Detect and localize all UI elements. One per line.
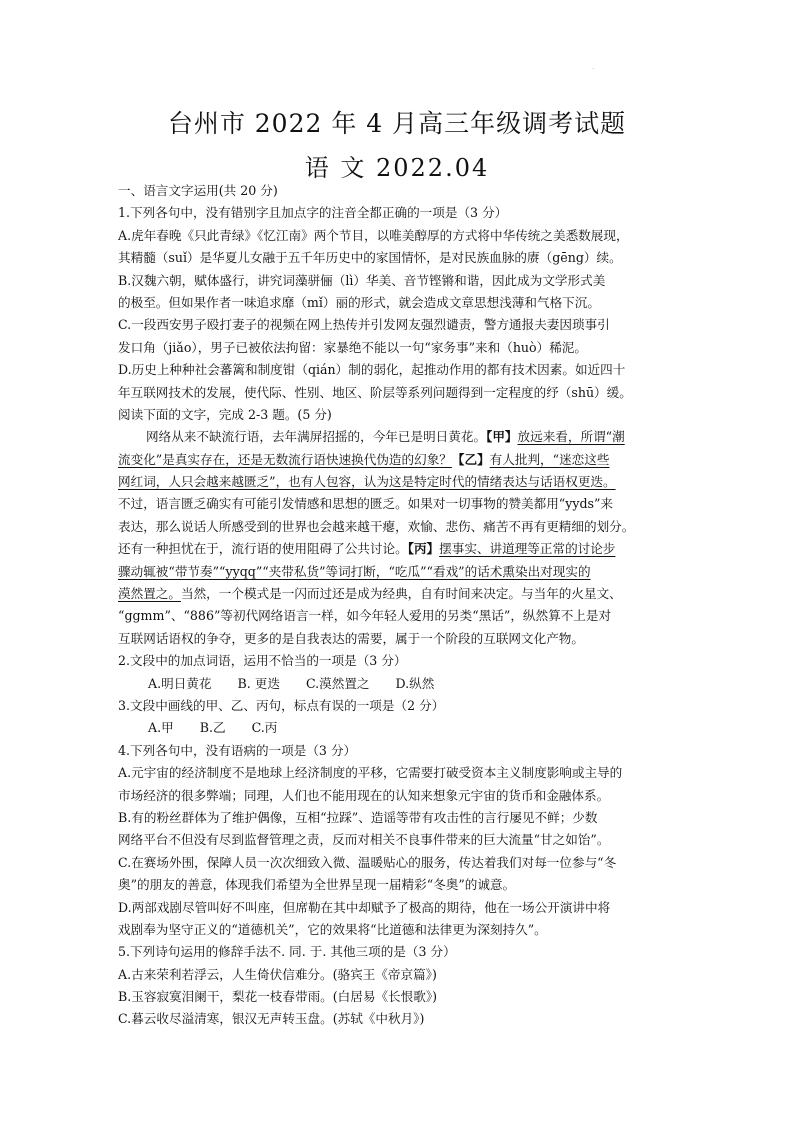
q4-option-c-line2: 奥”的朋友的善意，体现我们希望为全世界呈现一届精彩“冬奥”的诚意。 <box>118 877 516 893</box>
passage-text: 网络从来不缺流行语，去年满屏招摇的，今年已是明日黄花。 <box>146 429 487 445</box>
underlined-sentence-jia: 放远来看，所谓“潮 <box>517 429 625 445</box>
question-5-stem: 5.下列诗句运用的修辞手法不. 同. 于. 其他三项的是（3 分） <box>118 944 456 960</box>
scan-mark: · <box>592 66 594 73</box>
q2-options <box>118 673 678 695</box>
q4-option-c-line1: C.在赛场外围，保障人员一次次细致入微、温暖贴心的服务，传达着我们对每一位参与“冬 <box>118 854 617 870</box>
q1-option-d-line1: D.历史上种种社会蕃篱和制度钳（qián）制的弱化，起推动作用的都有技术因素。如近四十 <box>118 362 626 378</box>
section-heading: 一、语言文字运用(共 20 分) <box>118 183 278 198</box>
page-subtitle: 语 文 2022.04 <box>304 154 490 182</box>
underlined-sentence-jia-cont: 流变化”是真实存在，还是无数流行语快速换代伪造的幻象？ <box>118 451 452 467</box>
page-title: 台州市 2022 年 4 月高三年级调考试题 <box>167 109 627 138</box>
q2-option-b: B. 更迭 <box>237 675 280 691</box>
q1-option-b-line1: B.汉魏六朝，赋体盛行，讲究词藻骈俪（lì）华美、音节铿锵和谐，因此成为文学形式美 <box>118 272 606 288</box>
q1-option-a-line1: A.虎年春晚《只此青绿》《忆江南》两个节目，以唯美醇厚的方式将中华传统之美悉数展现， <box>118 227 629 243</box>
passage-text: 当然，一个模式是一闪而过还是成为经典，自有时间来决定。与当年的火星文、 <box>180 586 622 602</box>
q1-option-c-line2: 发口角（jiǎo），男子已被依法拘留：家暴绝不能以一句“家务事”来和（huò）稀泥。 <box>118 339 587 355</box>
q3-options <box>118 717 678 739</box>
passage-line <box>118 538 678 560</box>
passage-line: 互联网话语权的争夺，更多的是自我表达的需要，属于一个阶段的互联网文化产物。 <box>118 630 584 646</box>
q1-option-b-line2: 的极至。但如果作者一味追求靡（mǐ）丽的形式，就会造成文章思想浅薄和气格下沉。 <box>118 294 600 310</box>
q4-option-d-line2: 戏剧奉为坚守正义的“道德机关”，它的效果将“比道德和法律更为深刻持久”。 <box>118 921 547 937</box>
passage-intro: 阅读下面的文字，完成 2-3 题。(5 分) <box>118 406 332 422</box>
q1-option-a-line2: 其精髓（suǐ）是华夏儿女融于五千年历史中的家国情怀，是对民族血脉的赓（gēng）续。 <box>118 250 622 266</box>
q3-option-c: C.丙 <box>251 720 278 736</box>
question-2-stem: 2.文段中的加点词语，运用不恰当的一项是（3 分） <box>118 653 407 669</box>
q2-option-a: A.明日黄花 <box>148 675 212 691</box>
q4-option-b-line2: 网络平台不但没有尽到监督管理之责，反而对相关不良事件带来的巨大流量“甘之如饴”。 <box>118 832 610 848</box>
q2-option-d: D.纵然 <box>395 675 435 691</box>
question-4-stem: 4.下列各句中，没有语病的一项是（3 分） <box>118 742 357 758</box>
passage-line <box>118 449 678 471</box>
marker-bing: 【丙】 <box>407 541 440 557</box>
question-3-stem: 3.文段中画线的甲、乙、丙句，标点有误的一项是（2 分） <box>118 697 445 713</box>
passage-text: 还有一种担忧在于，流行语的使用阻碍了公共讨论。 <box>118 541 408 557</box>
q4-option-a-line2: 市场经济的很多弊端；同理，人们也不能用现在的认知来想象元宇宙的货币和金融体系。 <box>118 787 610 803</box>
q4-option-d-line1: D.两部戏剧尽管叫好不叫座，但席勒在其中却赋予了极高的期待，他在一场公开演讲中将 <box>118 899 611 915</box>
underlined-sentence-yi: 有人批判，“迷恋这些 <box>489 451 610 467</box>
q5-option-c: C.暮云收尽溢清寒，银汉无声转玉盘。(苏轼《中秋月》) <box>118 1011 425 1027</box>
underlined-sentence-bing-cont: 骤动辄被“带节奏”“yyqq”“夹带私货”等词打断，“吃瓜”“看戏”的话术熏染出对现实的 <box>118 563 591 579</box>
marker-yi: 【乙】 <box>451 451 490 467</box>
q1-option-c-line1: C.一段西安男子殴打妻子的视频在网上热传并引发网友强烈谴责，警方通报夫妻因琐事引 <box>118 317 610 333</box>
underlined-sentence-yi-cont: 网红词，人只会越来越匮乏”，也有人包容，认为这是特定时代的情绪表达与话语权更迭。 <box>118 474 616 490</box>
passage-line <box>118 426 678 448</box>
passage-line: “ggmm”、“886”等初代网络语言一样，如今年轻人爱用的另类“黑话”，纵然算不上是对 <box>118 608 612 624</box>
underlined-sentence-bing-end: 漠然置之。 <box>118 586 181 602</box>
passage-line: 表达，那么说话人所感受到的世界也会越来越干瘪，欢愉、悲伤、痛苦不再有更精细的划分。 <box>118 518 635 534</box>
question-1-stem: 1.下列各句中，没有错别字且加点字的注音全都正确的一项是（3 分） <box>118 205 508 221</box>
q3-option-b: B.乙 <box>199 720 226 736</box>
passage-line <box>118 583 678 605</box>
passage-line: 不过，语言匮乏确实有可能引发情感和思想的匮乏。如果对一切事物的赞美都用“yyds”来 <box>118 496 614 512</box>
q3-option-a: A.甲 <box>148 720 174 736</box>
q4-option-a-line1: A.元宇宙的经济制度不是地球上经济制度的平移，它需要打破受资本主义制度影响或主导的 <box>118 765 623 781</box>
q1-option-d-line2: 年互联网技术的发展，使代际、性别、地区、阶层等系列问题得到一定程度的纾（shū）缓。 <box>118 384 632 400</box>
q2-option-c: C.漠然置之 <box>305 675 370 691</box>
q5-option-b: B.玉容寂寞泪阑干，梨花一枝春带雨。(白居易《长恨歌》) <box>118 989 438 1005</box>
underlined-sentence-bing: 摆事实、讲道理等正常的讨论步 <box>439 541 616 557</box>
exam-content <box>118 180 678 1031</box>
q4-option-b-line1: B.有的粉丝群体为了维护偶像，互相“拉踩”、造谣等带有攻击性的言行屡见不鲜；少数 <box>118 809 598 825</box>
q5-option-a: A.古来荣利若浮云，人生倚伏信难分。(骆宾王《帝京篇》) <box>118 966 437 982</box>
marker-jia: 【甲】 <box>486 429 518 445</box>
